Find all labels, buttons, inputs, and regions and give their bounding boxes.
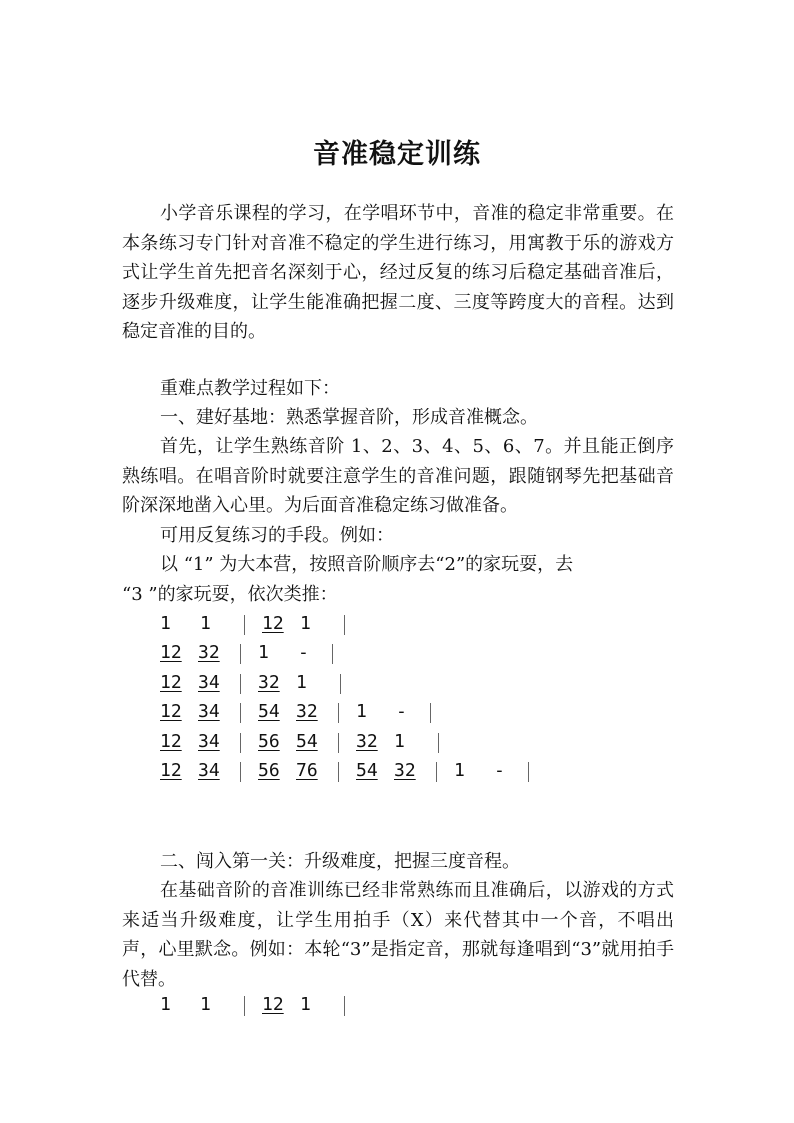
- note: 12: [160, 759, 182, 781]
- section-intro: 重难点教学过程如下：: [160, 378, 340, 399]
- note: 32: [394, 759, 416, 781]
- barline: [240, 762, 241, 782]
- note: 34: [198, 759, 220, 781]
- note: 76: [296, 759, 318, 781]
- barline: [244, 996, 245, 1016]
- step2-body: 在基础音阶的音准训练已经非常熟练而且准确后，以游戏的方式来适当升级难度，让学生用拍手（X）来代替其中一个音，不唱出声，心里默念。例如：本轮“3”是指定音，那就每逢唱到“3”就用拍手代替。: [122, 880, 674, 990]
- page-title: 音准稳定训练: [313, 139, 481, 170]
- note: 1: [200, 994, 211, 1015]
- note: 32: [296, 701, 318, 723]
- note: 34: [198, 730, 220, 752]
- note: 54: [296, 730, 318, 752]
- note: 1: [200, 613, 211, 634]
- note: 1: [160, 994, 171, 1015]
- note: 56: [258, 730, 280, 752]
- note: 1: [296, 671, 307, 693]
- note: 1: [454, 759, 465, 781]
- barline: [430, 703, 431, 723]
- barline: [240, 644, 241, 664]
- note: 1: [160, 613, 171, 634]
- barline: [344, 615, 345, 635]
- intro-paragraph: 小学音乐课程的学习，在学唱环节中，音准的稳定非常重要。在本条练习专门针对音准不稳定的学生进行练习，用寓教于乐的游戏方式让学生首先把音名深刻于心，经过反复的练习后稳定基础音准后，逐步升级难度，让学生能准确把握二度、三度等跨度大的音程。达到稳定音准的目的。: [122, 203, 674, 343]
- note: 54: [258, 701, 280, 723]
- note: 12: [160, 671, 182, 693]
- note: 1: [300, 613, 311, 634]
- barline: [338, 733, 339, 753]
- note: 12: [262, 613, 284, 634]
- barline: [344, 996, 345, 1016]
- barline: [438, 733, 439, 753]
- step2-heading: 二、闯入第一关：升级难度，把握三度音程。: [160, 851, 520, 872]
- barline: [240, 733, 241, 753]
- note: 12: [160, 730, 182, 752]
- barline: [338, 703, 339, 723]
- step1-example-line2: “3 ”的家玩耍，依次类推：: [122, 584, 338, 605]
- note: 12: [160, 642, 182, 664]
- step1-method: 可用反复练习的手段。例如：: [160, 525, 394, 546]
- barline: [244, 615, 245, 635]
- barline: [332, 644, 333, 664]
- barline: [338, 762, 339, 782]
- barline: [436, 762, 437, 782]
- note: 56: [258, 759, 280, 781]
- step1-body: 首先，让学生熟练音阶 1、2、3、4、5、6、7。并且能正倒序熟练唱。在唱音阶时就要注意学生的音准问题，跟随钢琴先把基础音阶深深地凿入心里。为后面音准稳定练习做准备。: [122, 436, 674, 517]
- note: 12: [262, 994, 284, 1015]
- note: 32: [356, 730, 378, 752]
- note: 1: [356, 701, 367, 723]
- barline: [340, 674, 341, 694]
- step1-heading: 一、建好基地：熟悉掌握音阶，形成音准概念。: [160, 407, 538, 428]
- note: 32: [198, 642, 220, 664]
- note: 34: [198, 701, 220, 723]
- note: -: [396, 701, 407, 723]
- note: 12: [160, 701, 182, 723]
- barline: [240, 703, 241, 723]
- barline: [240, 674, 241, 694]
- note: 1: [394, 730, 405, 752]
- note: 32: [258, 671, 280, 693]
- barline: [528, 762, 529, 782]
- note: 34: [198, 671, 220, 693]
- note: 54: [356, 759, 378, 781]
- note: 1: [300, 994, 311, 1015]
- note: -: [494, 759, 505, 781]
- note: -: [298, 642, 309, 664]
- note: 1: [258, 642, 269, 664]
- step1-example-line1: 以 “1” 为大本营，按照音阶顺序去“2”的家玩耍，去: [160, 554, 574, 575]
